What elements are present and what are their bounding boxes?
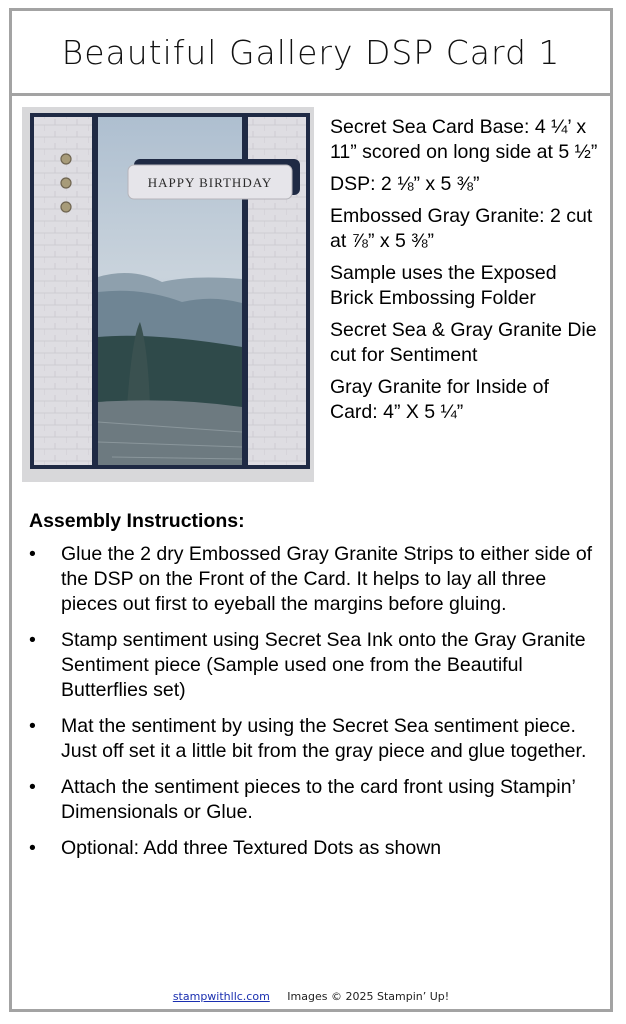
supply-item: Secret Sea Card Base: 4 ¼’ x 11” scored on long side at 5 ½” [330,116,598,163]
bullet-icon: • [29,543,36,565]
website-link[interactable]: stampwithllc.com [172,990,270,1003]
footer [12,990,610,1003]
page-title: Beautiful Gallery DSP Card 1 [61,32,561,72]
assembly-step [29,542,599,617]
supply-item: Secret Sea & Gray Granite Die cut for Sentiment [330,319,597,366]
assembly-step-text: Optional: Add three Textured Dots as shown [61,837,442,859]
copyright-credit: Images © 2025 Stampin’ Up! [287,990,450,1003]
assembly-step-text: Mat the sentiment by using the Secret Sea sentiment piece. Just off set it a little bit from the gray piece and glue together. [61,715,587,762]
assembly-steps [29,542,599,872]
supply-item: Embossed Gray Granite: 2 cut at ⅞” x 5 ⅜” [330,205,593,252]
page-frame [9,8,613,1012]
assembly-step [29,836,599,861]
card-illustration [22,107,314,482]
left-granite-strip [34,117,92,465]
title-box [12,11,610,96]
assembly-step-text: Attach the sentiment pieces to the card front using Stampin’ Dimensionals or Glue. [61,776,576,823]
textured-dot [61,202,71,212]
textured-dot [61,154,71,164]
bullet-icon: • [29,629,36,651]
bullet-icon: • [29,715,36,737]
supply-item: Sample uses the Exposed Brick Embossing Folder [330,262,557,309]
supply-item: Gray Granite for Inside of Card: 4” X 5 ¼” [330,376,549,423]
assembly-step [29,775,599,825]
assembly-step-text: Stamp sentiment using Secret Sea Ink onto the Gray Granite Sentiment piece (Sample used one from the Beautiful Butterflies set) [61,629,586,701]
bullet-icon: • [29,837,36,859]
card-photo [22,107,314,482]
sentiment-text: HAPPY BIRTHDAY [147,175,273,190]
supply-list [330,115,602,432]
assembly-step [29,714,599,764]
supply-item: DSP: 2 ⅛” x 5 ⅜” [330,173,480,195]
assembly-step [29,628,599,703]
bullet-icon: • [29,776,36,798]
assembly-step-text: Glue the 2 dry Embossed Gray Granite Strips to either side of the DSP on the Front of the Card. It helps to lay all three pieces out first to eyeball the margins before gluing. [61,543,593,615]
assembly-heading: Assembly Instructions: [29,510,245,532]
textured-dot [61,178,71,188]
